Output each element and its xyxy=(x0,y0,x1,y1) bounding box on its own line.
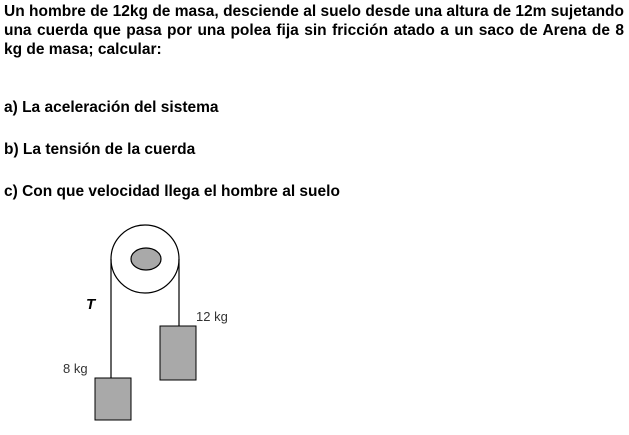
question-b: b) La tensión de la cuerda xyxy=(4,141,196,158)
left-mass-block xyxy=(95,378,131,420)
left-mass-label: 8 kg xyxy=(63,361,88,376)
pulley-hub xyxy=(131,248,161,270)
question-a: a) La aceleración del sistema xyxy=(4,99,219,116)
right-mass-block xyxy=(160,326,196,380)
problem-statement: Un hombre de 12kg de masa, desciende al suelo desde una altura de 12m sujetando una cuerda que pasa por una polea fija sin fricción atado a un saco de Arena de 8 kg de masa; calcular: xyxy=(4,3,624,58)
right-mass-label: 12 kg xyxy=(196,309,228,324)
question-c: c) Con que velocidad llega el hombre al suelo xyxy=(4,183,340,200)
tension-label: T xyxy=(86,296,96,313)
